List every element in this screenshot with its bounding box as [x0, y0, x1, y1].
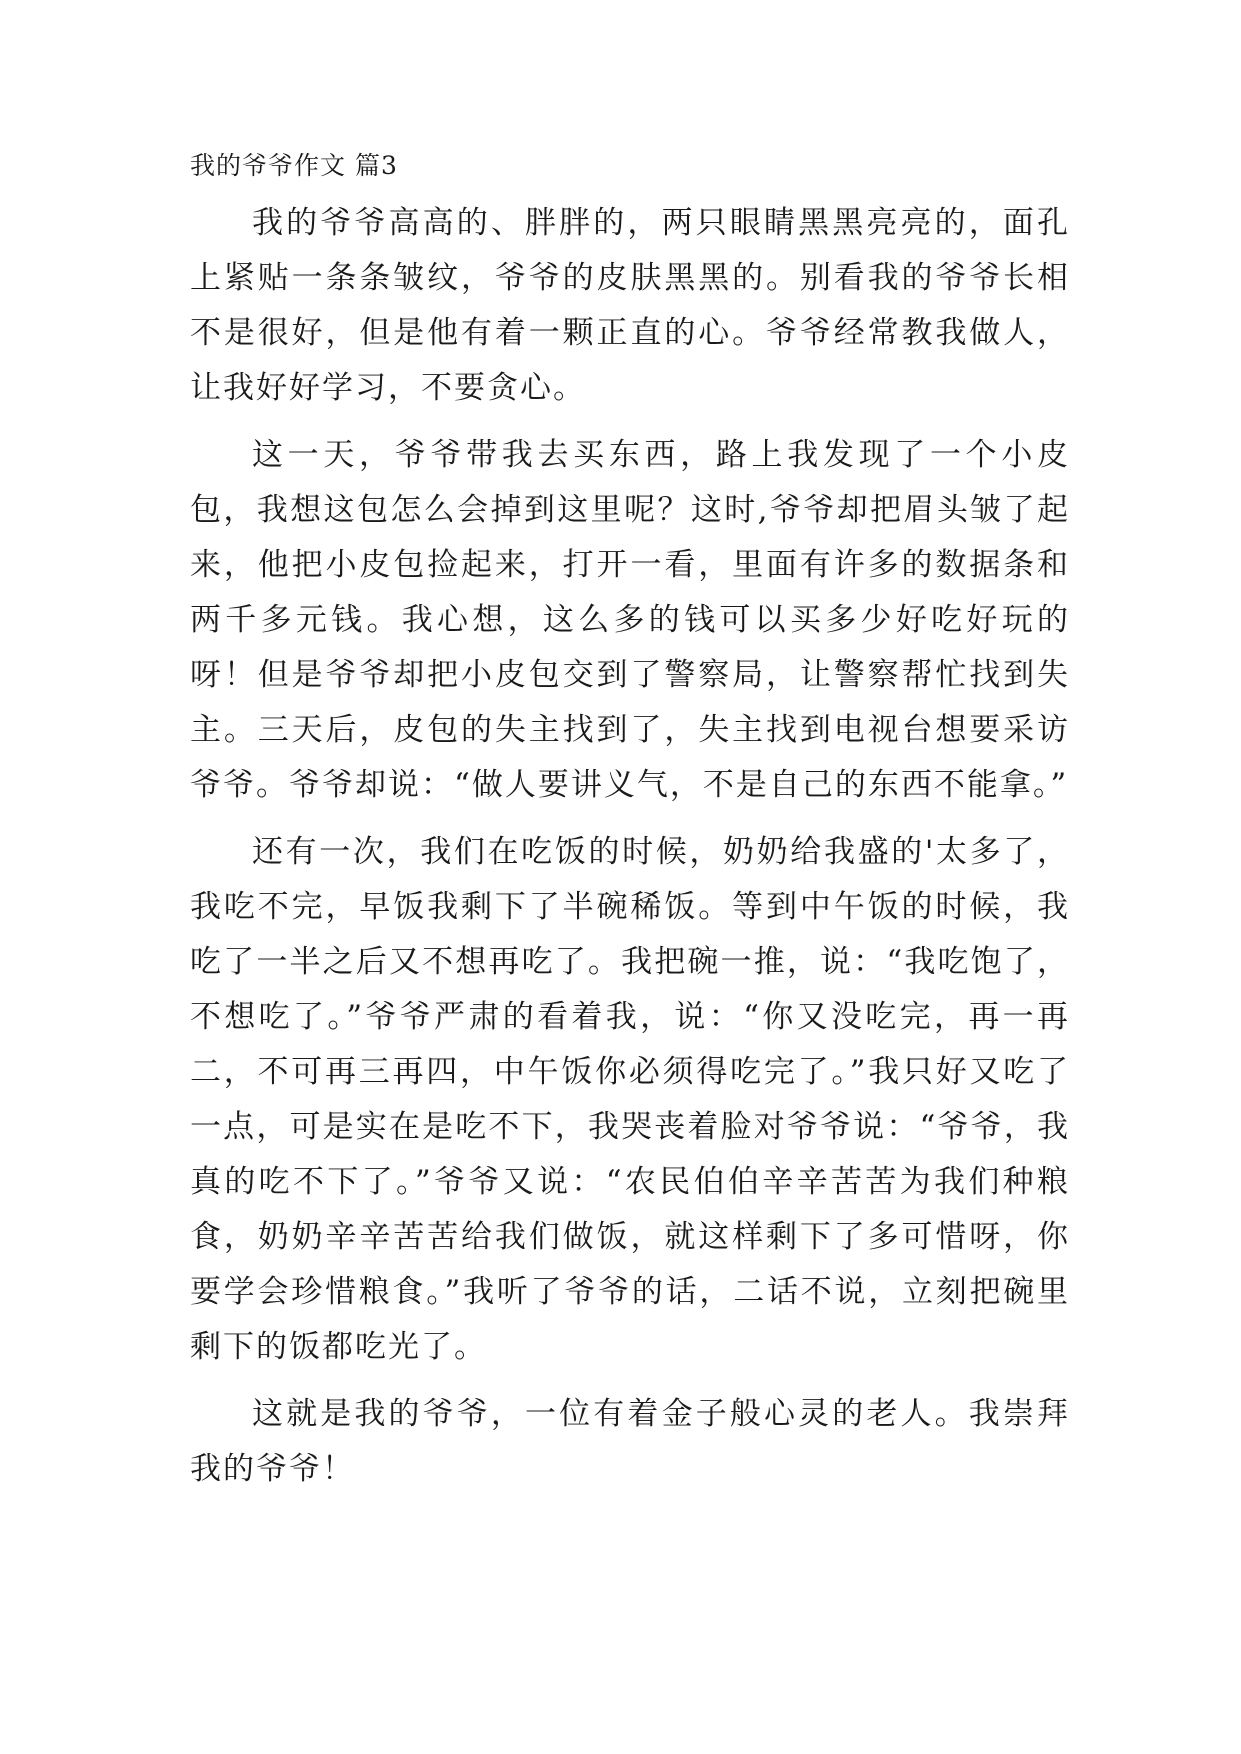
paragraph-3: 还有一次，我们在吃饭的时候，奶奶给我盛的'太多了，我吃不完，早饭我剩下了半碗稀饭。等到中午饭的时候，我吃了一半之后又不想再吃了。我把碗一推，说：“我吃饱了，不想吃了。”爷爷严肃的看着我，说：“你又没吃完，再一再二，不可再三再四，中午饭你必须得吃完了。”我只好又吃了一点，可是实在是吃不下，我哭丧着脸对爷爷说：“爷爷，我真的吃不下了。”爷爷又说：“农民伯伯辛辛苦苦为我们种粮食，奶奶辛辛苦苦给我们做饭，就这样剩下了多可惜呀，你要学会珍惜粮食。”我听了爷爷的话，二话不说，立刻把碗里剩下的饭都吃光了。: [190, 834, 1070, 1365]
paragraph-1: 我的爷爷高高的、胖胖的，两只眼睛黑黑亮亮的，面孔上紧贴一条条皱纹，爷爷的皮肤黑黑的。别看我的爷爷长相不是很好，但是他有着一颗正直的心。爷爷经常教我做人，让我好好学习，不要贪心。: [190, 205, 1070, 406]
document-body: [190, 146, 1070, 1509]
paragraph-4: 这就是我的爷爷，一位有着金子般心灵的老人。我崇拜我的爷爷！: [190, 1396, 1070, 1487]
essay-title: 我的爷爷作文 篇3: [190, 151, 398, 180]
paragraph-2: 这一天，爷爷带我去买东西，路上我发现了一个小皮包，我想这包怎么会掉到这里呢？这时,爷爷却把眉头皱了起来，他把小皮包捡起来，打开一看，里面有许多的数据条和两千多元钱。我心想，这么多的钱可以买多少好吃好玩的呀！但是爷爷却把小皮包交到了警察局，让警察帮忙找到失主。三天后，皮包的失主找到了，失主找到电视台想要采访爷爷。爷爷却说：“做人要讲义气，不是自己的东西不能拿。”: [190, 437, 1070, 803]
